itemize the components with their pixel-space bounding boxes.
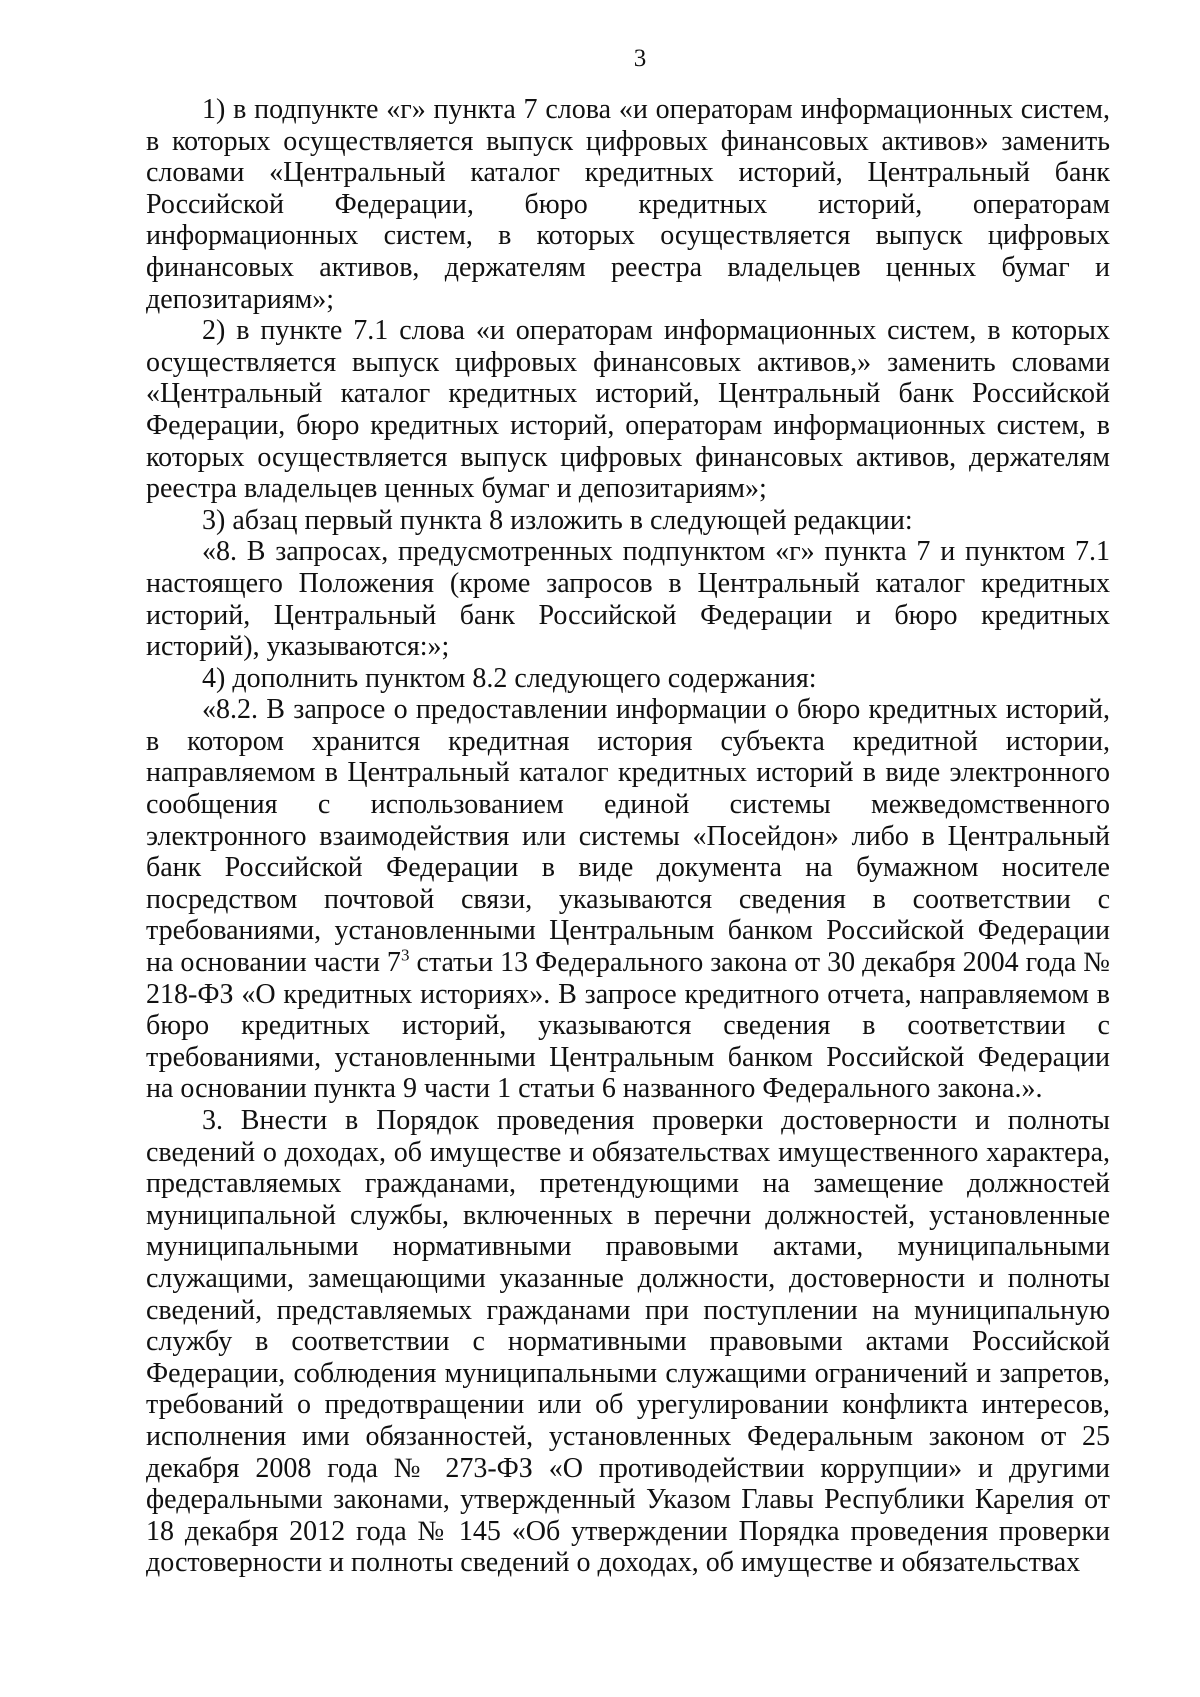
paragraph-subitem-2: 2) в пункте 7.1 слова «и операторам информационных систем, в которых осуществляется выпуск цифровых финансовых активов,» заменить словами «Центральный каталог кредитных историй, Центральный банк Российской Федерации, бюро кредитных историй, операторам информационных систем, в которых осуществляется выпуск цифровых финансовых активов, держателям реестра владельцев ценных бумаг и депозитариям»; [146, 315, 1110, 505]
paragraph-quote-item-8-2 [146, 694, 1110, 1105]
paragraph-quote-item-8: «8. В запросах, предусмотренных подпунктом «г» пункта 7 и пунктом 7.1 настоящего Положения (кроме запросов в Центральный каталог кредитных историй, Центральный банк Российской Федерации и бюро кредитных историй), указываются:»; [146, 536, 1110, 663]
paragraph-subitem-4: 4) дополнить пунктом 8.2 следующего содержания: [202, 662, 817, 694]
page-number: 3 [633, 45, 647, 72]
item-8-2-text-after: статьи 13 Федерального закона от 30 декабря 2004 года № 218-ФЗ «О кредитных историях». В запросе кредитного отчета, направляемом в бюро кредитных историй, указываются сведения в соответствии с требованиями, установленными Центральным банком Российской Федерации на основании пункта 9 части 1 статьи 6 названного Федерального закона.». [146, 947, 1110, 1105]
paragraph-subitem-3: 3) абзац первый пункта 8 изложить в следующей редакции: [202, 504, 913, 536]
paragraph-item-3: 3. Внести в Порядок проведения проверки достоверности и полноты сведений о доходах, об имуществе и обязательствах имущественного характера, представляемых гражданами, претендующими на замещение должностей муниципальной службы, включенных в перечни должностей, установленные муниципальными нормативными правовыми актами, муниципальными служащими, замещающими указанные должности, достоверности и полноты сведений, представляемых гражданами при поступлении на муниципальную службу в соответствии с нормативными правовыми актами Российской Федерации, соблюдения муниципальными служащими ограничений и запретов, требований о предотвращении или об урегулировании конфликта интересов, исполнения ими обязанностей, установленных Федеральным законом от 25 декабря 2008 года № 273-ФЗ «О противодействии коррупции» и другими федеральными законами, утвержденный Указом Главы Республики Карелия от 18 декабря 2012 года № 145 «Об утверждении Порядка проведения проверки достоверности и полноты сведений о доходах, об имуществе и обязательствах [146, 1105, 1110, 1579]
superscript-mark: 3 [400, 945, 410, 965]
paragraph-subitem-1: 1) в подпункте «г» пункта 7 слова «и операторам информационных систем, в которых осуществляется выпуск цифровых финансовых активов» заменить словами «Центральный каталог кредитных историй, Центральный банк Российской Федерации, бюро кредитных историй, операторам информационных систем, в которых осуществляется выпуск цифровых финансовых активов, держателям реестра владельцев ценных бумаг и депозитариям»; [146, 94, 1110, 315]
item-8-2-text-before: «8.2. В запросе о предоставлении информации о бюро кредитных историй, в котором хранится кредитная история субъекта кредитной истории, направляемом в Центральный каталог кредитных историй в виде электронного сообщения с использованием единой системы межведомственного электронного взаимодействия или системы «Посейдон» либо в Центральный банк Российской Федерации в виде документа на бумажном носителе посредством почтовой связи, указываются сведения в соответствии с требованиями, установленными Центральным банком Российской Федерации на основании части 7 [146, 694, 1110, 979]
document-body [146, 94, 1110, 1579]
